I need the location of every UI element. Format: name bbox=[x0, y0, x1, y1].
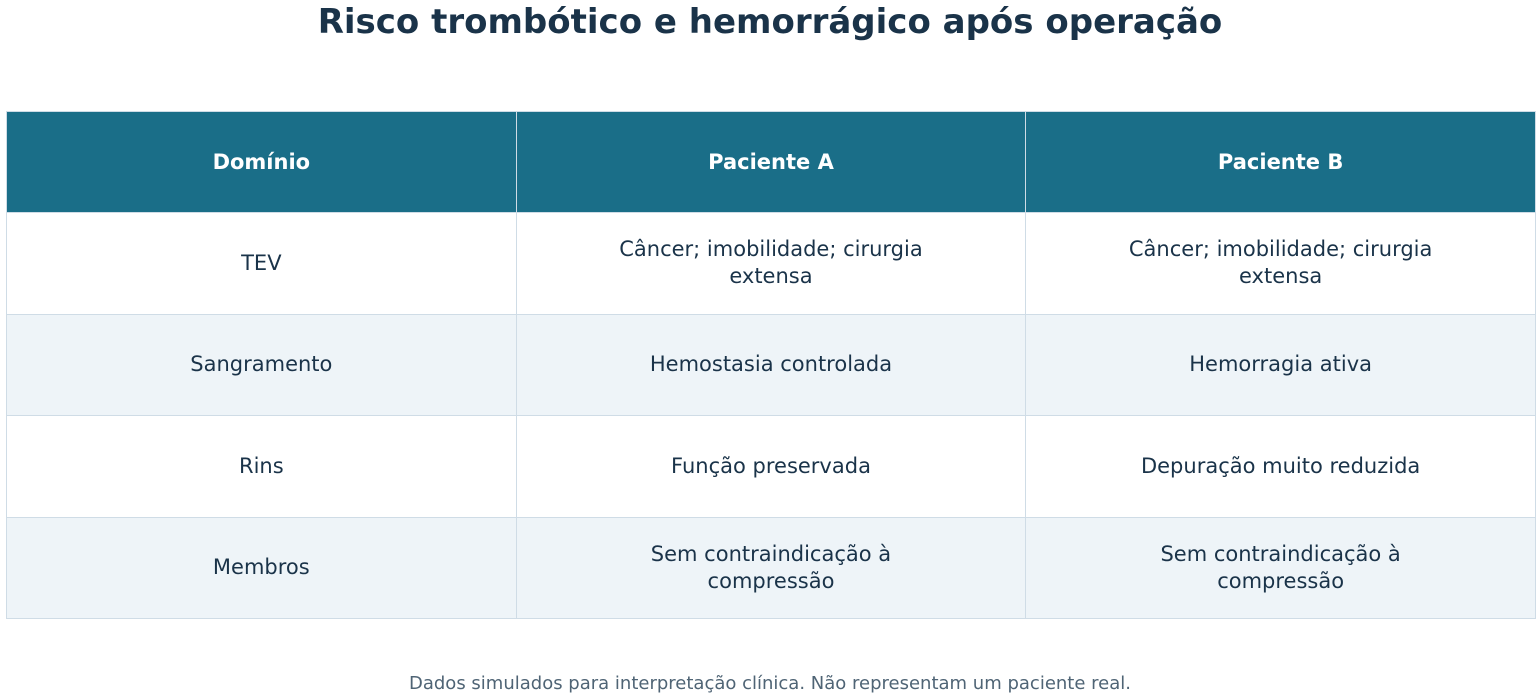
column-header-patient-b: Paciente B bbox=[1026, 112, 1536, 213]
page-title: Risco trombótico e hemorrágico após operação bbox=[317, 2, 1223, 42]
comparison-table bbox=[6, 111, 1536, 619]
table-cell: Função preservada bbox=[516, 416, 1026, 518]
table-cell: Sem contraindicação à compressão bbox=[516, 517, 1026, 619]
table-cell: Câncer; imobilidade; cirurgia extensa bbox=[1026, 213, 1536, 315]
table-cell: Hemostasia controlada bbox=[516, 314, 1026, 416]
table-cell: Hemorragia ativa bbox=[1026, 314, 1536, 416]
table-row bbox=[7, 213, 1536, 315]
table-cell: Sem contraindicação à compressão bbox=[1026, 517, 1536, 619]
footnote: Dados simulados para interpretação clínica. Não representam um paciente real. bbox=[408, 673, 1131, 694]
table-cell: TEV bbox=[7, 213, 517, 315]
table-row bbox=[7, 314, 1536, 416]
column-header-domain: Domínio bbox=[7, 112, 517, 213]
table-cell: Membros bbox=[7, 517, 517, 619]
table-row bbox=[7, 517, 1536, 619]
table-row bbox=[7, 416, 1536, 518]
table-cell: Sangramento bbox=[7, 314, 517, 416]
table-cell: Depuração muito reduzida bbox=[1026, 416, 1536, 518]
column-header-patient-a: Paciente A bbox=[516, 112, 1026, 213]
table-cell: Câncer; imobilidade; cirurgia extensa bbox=[516, 213, 1026, 315]
table-header-row bbox=[7, 112, 1536, 213]
table-cell: Rins bbox=[7, 416, 517, 518]
